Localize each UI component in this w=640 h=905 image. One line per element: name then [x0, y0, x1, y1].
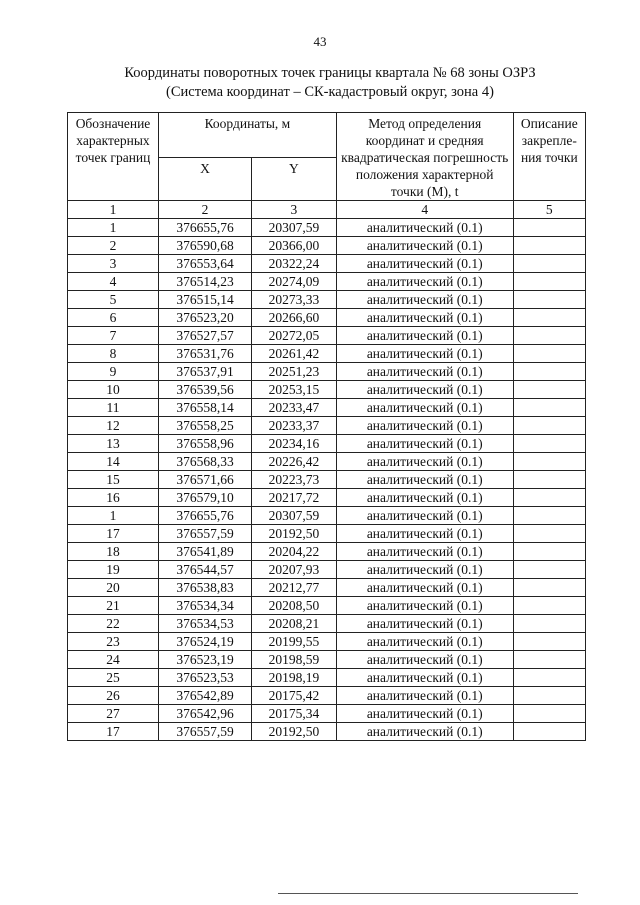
method-cell: аналитический (0.1): [336, 381, 513, 399]
description-cell: [513, 219, 585, 237]
point-cell: 4: [68, 273, 159, 291]
document-title: [60, 64, 600, 102]
point-cell: 25: [68, 669, 159, 687]
point-cell: 23: [68, 633, 159, 651]
coordinates-table: [67, 112, 586, 741]
method-cell: аналитический (0.1): [336, 687, 513, 705]
method-cell: аналитический (0.1): [336, 633, 513, 651]
x-cell: 376527,57: [158, 327, 251, 345]
table-row: [68, 561, 586, 579]
description-cell: [513, 705, 585, 723]
header-x: X: [158, 158, 251, 201]
description-cell: [513, 543, 585, 561]
table-row: [68, 309, 586, 327]
description-cell: [513, 633, 585, 651]
point-cell: 17: [68, 723, 159, 741]
method-cell: аналитический (0.1): [336, 363, 513, 381]
x-cell: 376524,19: [158, 633, 251, 651]
column-number: 1: [68, 201, 159, 219]
x-cell: 376590,68: [158, 237, 251, 255]
y-cell: 20234,16: [252, 435, 337, 453]
x-cell: 376568,33: [158, 453, 251, 471]
description-cell: [513, 327, 585, 345]
point-cell: 13: [68, 435, 159, 453]
method-cell: аналитический (0.1): [336, 309, 513, 327]
header-description: Описание закрепле-ния точки: [513, 113, 585, 201]
title-line-2: (Система координат – СК-кадастровый округ, зона 4): [166, 84, 494, 100]
description-cell: [513, 417, 585, 435]
point-cell: 9: [68, 363, 159, 381]
table-row: [68, 651, 586, 669]
table-row: [68, 543, 586, 561]
x-cell: 376523,20: [158, 309, 251, 327]
header-method: Метод определения координат и средняя квадратическая погрешность положения характерной точки (М), t: [336, 113, 513, 201]
point-cell: 2: [68, 237, 159, 255]
description-cell: [513, 309, 585, 327]
point-cell: 7: [68, 327, 159, 345]
y-cell: 20199,55: [252, 633, 337, 651]
table-row: [68, 687, 586, 705]
method-cell: аналитический (0.1): [336, 705, 513, 723]
table-row: [68, 363, 586, 381]
column-number: 4: [336, 201, 513, 219]
description-cell: [513, 669, 585, 687]
table-row: [68, 273, 586, 291]
y-cell: 20192,50: [252, 723, 337, 741]
x-cell: 376557,59: [158, 723, 251, 741]
table-row: [68, 291, 586, 309]
column-number: 2: [158, 201, 251, 219]
y-cell: 20233,37: [252, 417, 337, 435]
point-cell: 11: [68, 399, 159, 417]
x-cell: 376523,53: [158, 669, 251, 687]
point-cell: 18: [68, 543, 159, 561]
table-row: [68, 471, 586, 489]
description-cell: [513, 471, 585, 489]
page-number: 43: [313, 34, 327, 49]
method-cell: аналитический (0.1): [336, 327, 513, 345]
description-cell: [513, 273, 585, 291]
table-row: [68, 723, 586, 741]
y-cell: 20198,59: [252, 651, 337, 669]
table-row: [68, 579, 586, 597]
x-cell: 376558,14: [158, 399, 251, 417]
table-row: [68, 381, 586, 399]
x-cell: 376539,56: [158, 381, 251, 399]
method-cell: аналитический (0.1): [336, 615, 513, 633]
x-cell: 376534,53: [158, 615, 251, 633]
x-cell: 376515,14: [158, 291, 251, 309]
point-cell: 15: [68, 471, 159, 489]
y-cell: 20253,15: [252, 381, 337, 399]
description-cell: [513, 525, 585, 543]
x-cell: 376523,19: [158, 651, 251, 669]
x-cell: 376579,10: [158, 489, 251, 507]
point-cell: 16: [68, 489, 159, 507]
table-row: [68, 327, 586, 345]
x-cell: 376538,83: [158, 579, 251, 597]
method-cell: аналитический (0.1): [336, 453, 513, 471]
y-cell: 20251,23: [252, 363, 337, 381]
method-cell: аналитический (0.1): [336, 597, 513, 615]
y-cell: 20272,05: [252, 327, 337, 345]
y-cell: 20212,77: [252, 579, 337, 597]
description-cell: [513, 687, 585, 705]
header-y: Y: [252, 158, 337, 201]
method-cell: аналитический (0.1): [336, 435, 513, 453]
y-cell: 20366,00: [252, 237, 337, 255]
point-cell: 24: [68, 651, 159, 669]
method-cell: аналитический (0.1): [336, 219, 513, 237]
method-cell: аналитический (0.1): [336, 417, 513, 435]
x-cell: 376557,59: [158, 525, 251, 543]
method-cell: аналитический (0.1): [336, 579, 513, 597]
description-cell: [513, 507, 585, 525]
table-row: [68, 219, 586, 237]
y-cell: 20175,42: [252, 687, 337, 705]
table-row: [68, 417, 586, 435]
method-cell: аналитический (0.1): [336, 723, 513, 741]
y-cell: 20207,93: [252, 561, 337, 579]
y-cell: 20307,59: [252, 507, 337, 525]
description-cell: [513, 345, 585, 363]
table-row: [68, 633, 586, 651]
point-cell: 21: [68, 597, 159, 615]
x-cell: 376514,23: [158, 273, 251, 291]
method-cell: аналитический (0.1): [336, 399, 513, 417]
y-cell: 20192,50: [252, 525, 337, 543]
point-cell: 27: [68, 705, 159, 723]
table-row: [68, 597, 586, 615]
x-cell: 376542,96: [158, 705, 251, 723]
table-body: [68, 201, 586, 741]
point-cell: 8: [68, 345, 159, 363]
footer-rule: [278, 893, 578, 894]
method-cell: аналитический (0.1): [336, 507, 513, 525]
x-cell: 376571,66: [158, 471, 251, 489]
table-row: [68, 489, 586, 507]
description-cell: [513, 453, 585, 471]
x-cell: 376655,76: [158, 507, 251, 525]
method-cell: аналитический (0.1): [336, 291, 513, 309]
header-designation: Обозначение характерных точек границ: [68, 113, 159, 201]
table-row: [68, 669, 586, 687]
y-cell: 20273,33: [252, 291, 337, 309]
description-cell: [513, 237, 585, 255]
point-cell: 14: [68, 453, 159, 471]
y-cell: 20261,42: [252, 345, 337, 363]
table-row: [68, 435, 586, 453]
description-cell: [513, 723, 585, 741]
point-cell: 17: [68, 525, 159, 543]
table-row: [68, 255, 586, 273]
x-cell: 376534,34: [158, 597, 251, 615]
description-cell: [513, 435, 585, 453]
table-row: [68, 705, 586, 723]
description-cell: [513, 561, 585, 579]
x-cell: 376531,76: [158, 345, 251, 363]
method-cell: аналитический (0.1): [336, 255, 513, 273]
method-cell: аналитический (0.1): [336, 489, 513, 507]
x-cell: 376558,25: [158, 417, 251, 435]
column-number: 3: [252, 201, 337, 219]
point-cell: 1: [68, 507, 159, 525]
table-row: [68, 453, 586, 471]
point-cell: 10: [68, 381, 159, 399]
description-cell: [513, 579, 585, 597]
y-cell: 20198,19: [252, 669, 337, 687]
point-cell: 20: [68, 579, 159, 597]
x-cell: 376655,76: [158, 219, 251, 237]
table-row: [68, 507, 586, 525]
table-row: [68, 237, 586, 255]
point-cell: 3: [68, 255, 159, 273]
table-row: [68, 525, 586, 543]
description-cell: [513, 291, 585, 309]
description-cell: [513, 363, 585, 381]
x-cell: 376541,89: [158, 543, 251, 561]
y-cell: 20204,22: [252, 543, 337, 561]
y-cell: 20223,73: [252, 471, 337, 489]
y-cell: 20175,34: [252, 705, 337, 723]
point-cell: 1: [68, 219, 159, 237]
method-cell: аналитический (0.1): [336, 345, 513, 363]
x-cell: 376544,57: [158, 561, 251, 579]
point-cell: 19: [68, 561, 159, 579]
method-cell: аналитический (0.1): [336, 273, 513, 291]
method-cell: аналитический (0.1): [336, 651, 513, 669]
point-cell: 6: [68, 309, 159, 327]
table-row: [68, 399, 586, 417]
title-line-1: Координаты поворотных точек границы квартала № 68 зоны ОЗРЗ: [124, 65, 536, 81]
description-cell: [513, 597, 585, 615]
column-number-row: [68, 201, 586, 219]
x-cell: 376558,96: [158, 435, 251, 453]
y-cell: 20322,24: [252, 255, 337, 273]
method-cell: аналитический (0.1): [336, 669, 513, 687]
table-row: [68, 345, 586, 363]
y-cell: 20226,42: [252, 453, 337, 471]
x-cell: 376537,91: [158, 363, 251, 381]
method-cell: аналитический (0.1): [336, 543, 513, 561]
description-cell: [513, 255, 585, 273]
y-cell: 20266,60: [252, 309, 337, 327]
y-cell: 20233,47: [252, 399, 337, 417]
y-cell: 20208,21: [252, 615, 337, 633]
point-cell: 5: [68, 291, 159, 309]
point-cell: 22: [68, 615, 159, 633]
method-cell: аналитический (0.1): [336, 525, 513, 543]
y-cell: 20208,50: [252, 597, 337, 615]
point-cell: 26: [68, 687, 159, 705]
description-cell: [513, 489, 585, 507]
column-number: 5: [513, 201, 585, 219]
description-cell: [513, 381, 585, 399]
method-cell: аналитический (0.1): [336, 237, 513, 255]
description-cell: [513, 399, 585, 417]
method-cell: аналитический (0.1): [336, 471, 513, 489]
header-coordinates: Координаты, м: [158, 113, 336, 158]
y-cell: 20274,09: [252, 273, 337, 291]
y-cell: 20217,72: [252, 489, 337, 507]
x-cell: 376542,89: [158, 687, 251, 705]
description-cell: [513, 651, 585, 669]
x-cell: 376553,64: [158, 255, 251, 273]
description-cell: [513, 615, 585, 633]
table-row: [68, 615, 586, 633]
point-cell: 12: [68, 417, 159, 435]
y-cell: 20307,59: [252, 219, 337, 237]
method-cell: аналитический (0.1): [336, 561, 513, 579]
